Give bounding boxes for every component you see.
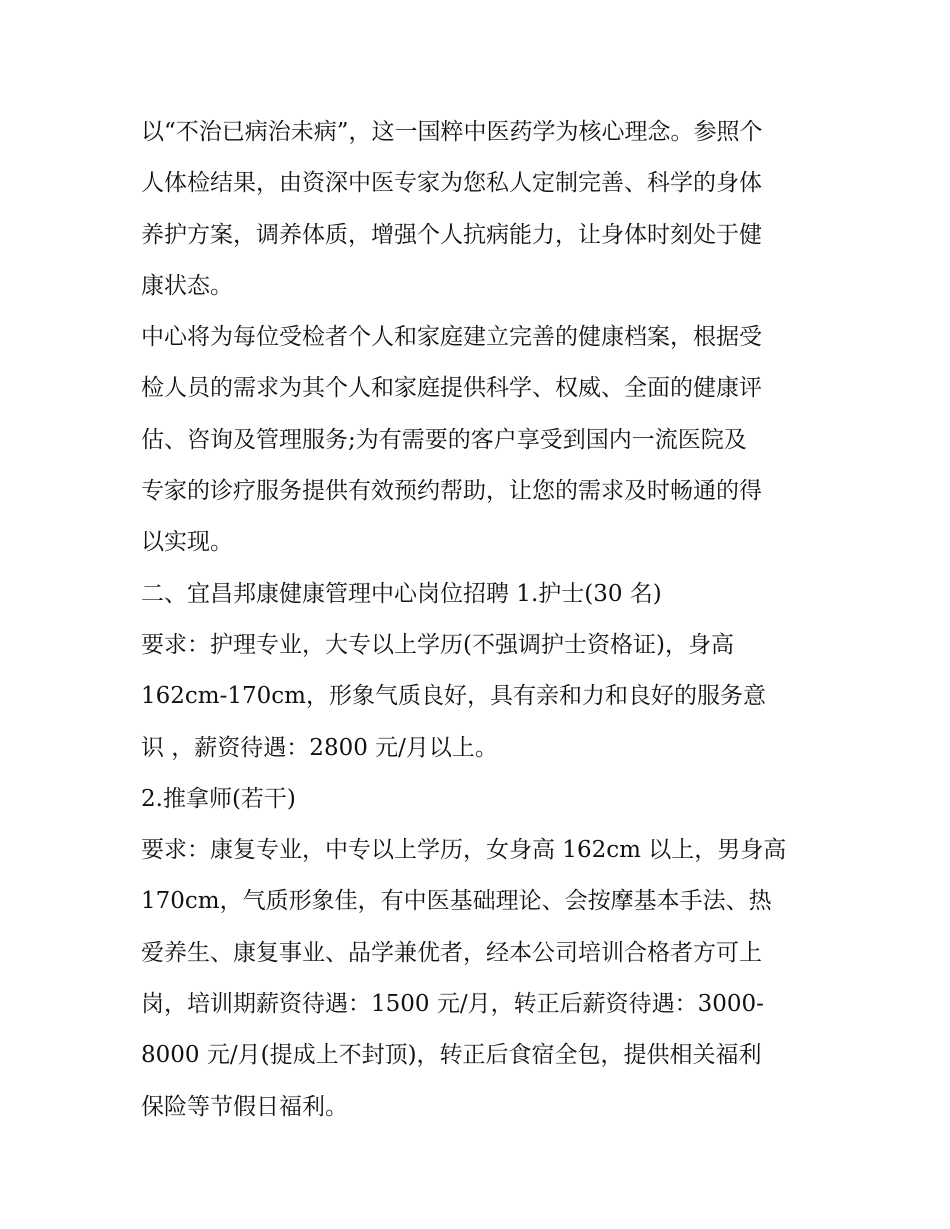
text-line: 爱养生、康复事业、品学兼优者，经本公司培训合格者方可上 <box>141 939 762 966</box>
text-line: 岗，培训期薪资待遇：1500 元/月，转正后薪资待遇：3000- <box>141 991 764 1018</box>
text-line: 估、咨询及管理服务;为有需要的客户享受到国内一流医院及 <box>141 426 747 453</box>
text-line: 8000 元/月(提成上不封顶)，转正后食宿全包，提供相关福利 <box>141 1042 762 1069</box>
text-line: 162cm-170cm，形象气质良好，具有亲和力和良好的服务意 <box>141 683 766 710</box>
text-line: 中心将为每位受检者个人和家庭建立完善的健康档案，根据受 <box>141 324 762 351</box>
text-line: 保险等节假日福利。 <box>141 1093 348 1120</box>
subsection-heading: 2.推拿师(若干) <box>141 785 296 812</box>
text-line: 人体检结果，由资深中医专家为您私人定制完善、科学的身体 <box>141 170 762 197</box>
text-line: 以实现。 <box>141 529 233 556</box>
text-line: 要求：护理专业，大专以上学历(不强调护士资格证)，身高 <box>141 631 734 658</box>
text-line: 养护方案，调养体质，增强个人抗病能力，让身体时刻处于健 <box>141 221 762 248</box>
document-body <box>141 107 821 1133</box>
text-line: 康状态。 <box>141 272 233 299</box>
text-line: 检人员的需求为其个人和家庭提供科学、权威、全面的健康评 <box>141 375 762 402</box>
section-heading: 二、宜昌邦康健康管理中心岗位招聘 1.护士(30 名) <box>141 580 662 607</box>
text-line: 170cm，气质形象佳，有中医基础理论、会按摩基本手法、热 <box>141 888 772 915</box>
text-line: 专家的诊疗服务提供有效预约帮助，让您的需求及时畅通的得 <box>141 478 762 505</box>
text-line: 要求：康复专业，中专以上学历，女身高 162cm 以上，男身高 <box>141 837 787 864</box>
text-line: 识 ，薪资待遇：2800 元/月以上。 <box>141 734 498 761</box>
text-line: 以“不治已病治未病”，这一国粹中医药学为核心理念。参照个 <box>141 119 763 145</box>
